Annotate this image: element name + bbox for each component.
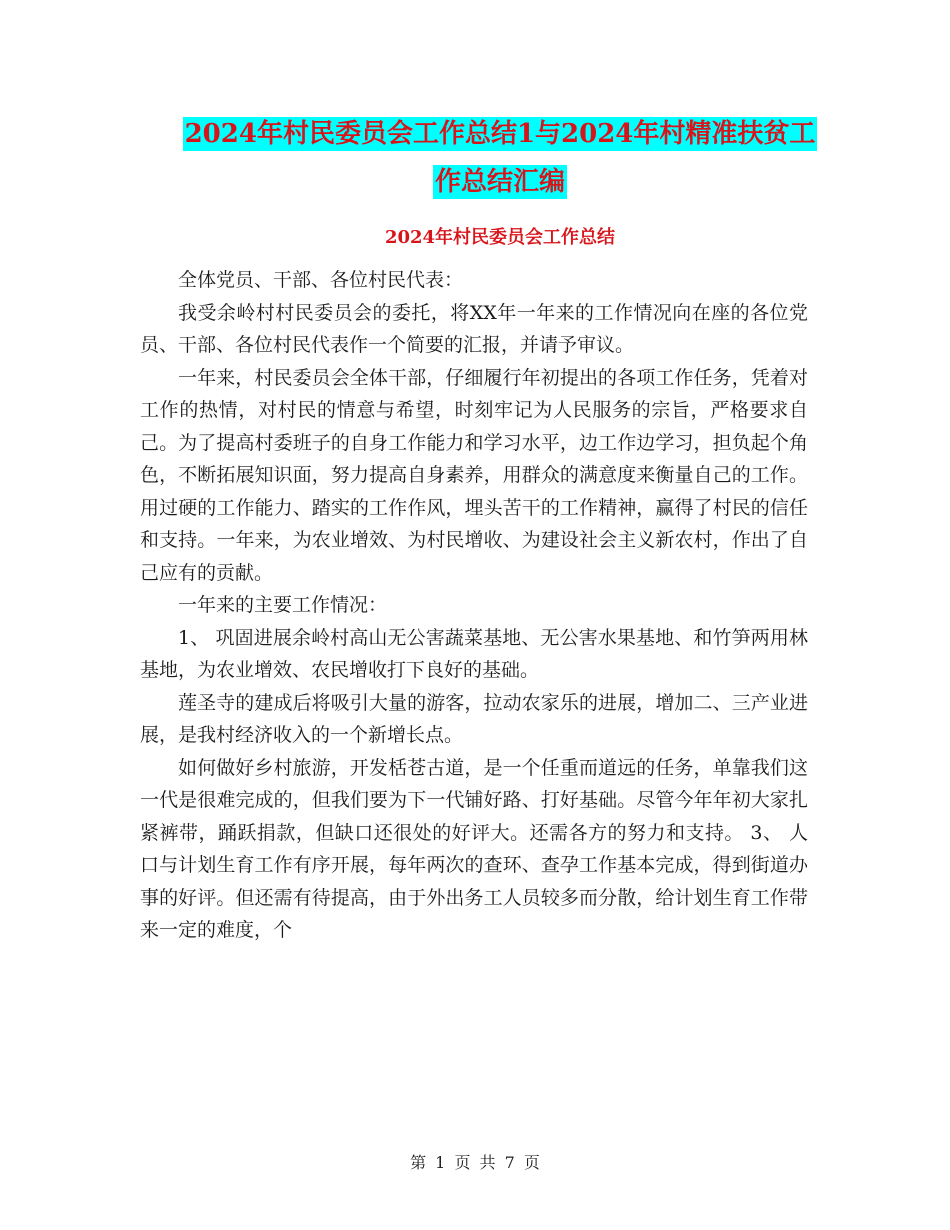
section-heading: 2024年村民委员会工作总结 [384, 227, 616, 248]
document-title [140, 110, 860, 206]
title-line-1: 2024年村民委员会工作总结1与2024年村精准扶贫工 [184, 119, 816, 149]
page-footer: 第 1 页 共 7 页 [410, 1153, 540, 1172]
paragraph: 如何做好乡村旅游，开发栝苍古道，是一个任重而道远的任务，单靠我们这一代是很难完成的，但我们要为下一代铺好路、打好基础。尽管今年年初大家扎紧裤带，踊跃捐款，但缺口还很处的好评大。还需各方的努力和支持。 3、 人口与计划生育工作有序开展，每年两次的查环、查孕工作基本完成，得到街道办事的好评。但还需有待提高，由于外出务工人员较多而分散，给计划生育工作带来一定的难度，个 [140, 756, 808, 941]
paragraph: 全体党员、干部、各位村民代表： [178, 269, 464, 291]
title-line-2: 作总结汇编 [434, 167, 565, 197]
document-body [140, 264, 808, 947]
paragraph: 一年来的主要工作情况： [178, 594, 388, 616]
paragraph: 莲圣寺的建成后将吸引大量的游客，拉动农家乐的进展，增加二、三产业进展，是我村经济收入的一个新增长点。 [140, 691, 808, 746]
paragraph: 我受余岭村村民委员会的委托，将XX年一年来的工作情况向在座的各位党员、干部、各位村民代表作一个简要的汇报，并请予审议。 [140, 301, 808, 356]
paragraph: 一年来，村民委员会全体干部，仔细履行年初提出的各项工作任务，凭着对工作的热情，对村民的情意与希望，时刻牢记为人民服务的宗旨，严格要求自己。为了提高村委班子的自身工作能力和学习水平，边工作边学习，担负起个角色，不断拓展知识面，努力提高自身素养，用群众的满意度来衡量自己的工作。用过硬的工作能力、踏实的工作作风，埋头苦干的工作精神，赢得了村民的信任和支持。一年来，为农业增效、为村民增收、为建设社会主义新农村，作出了自己应有的贡献。 [140, 366, 808, 584]
paragraph: 1、 巩固进展余岭村高山无公害蔬菜基地、无公害水果基地、和竹笋两用林基地，为农业增效、农民增收打下良好的基础。 [140, 626, 808, 681]
